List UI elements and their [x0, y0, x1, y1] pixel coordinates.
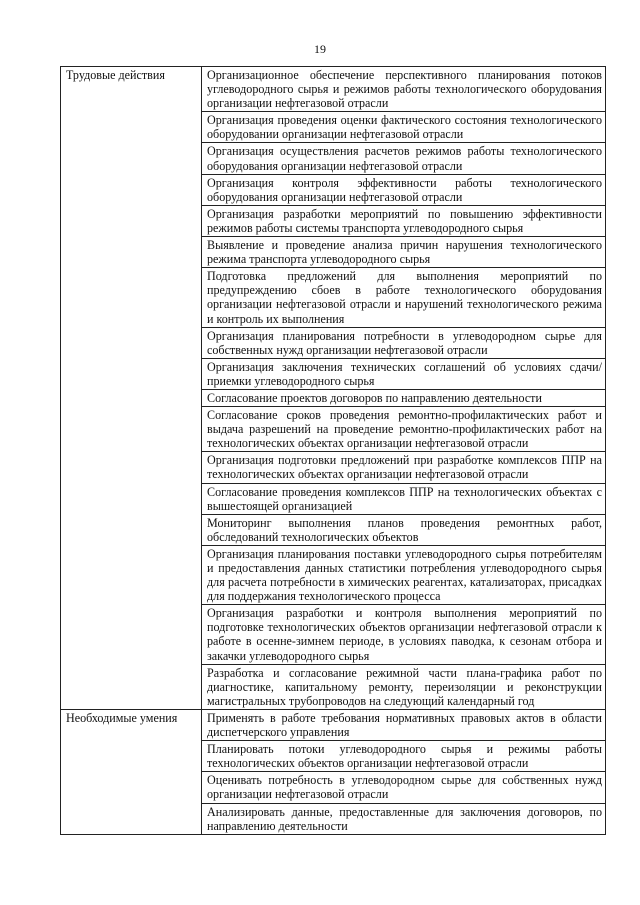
list-item: Мониторинг выполнения планов проведения ремонтных работ, обследований технологических объектов	[202, 514, 606, 545]
list-item: Разработка и согласование режимной части плана-графика работ по диагностике, капитальному ремонту, переизоляции и реконструкции магистральных трубопроводов на следующий календарный год	[202, 664, 606, 709]
table-row	[61, 67, 606, 112]
list-item: Подготовка предложений для выполнения мероприятий по предупреждению сбоев в работе технологического оборудования организации нефтегазовой отрасли и нарушений технологического режима и контроль их выполнения	[202, 268, 606, 327]
list-item: Согласование сроков проведения ремонтно-профилактических работ и выдача разрешений на проведение ремонтно-профилактических работ на технологических объектах организации нефтегазовой отрасли	[202, 407, 606, 452]
list-item: Планировать потоки углеводородного сырья и режимы работы технологических объектов организации нефтегазовой отрасли	[202, 741, 606, 772]
list-item: Согласование проектов договоров по направлению деятельности	[202, 389, 606, 406]
list-item: Организация разработки мероприятий по повышению эффективности режимов работы системы транспорта углеводородного сырья	[202, 205, 606, 236]
list-item: Организация контроля эффективности работы технологического оборудования организации нефтегазовой отрасли	[202, 174, 606, 205]
list-item: Анализировать данные, предоставленные для заключения договоров, по направлению деятельности	[202, 803, 606, 834]
list-item: Применять в работе требования нормативных правовых актов в области диспетчерского управления	[202, 709, 606, 740]
list-item: Организация планирования потребности в углеводородном сырье для собственных нужд организации нефтегазовой отрасли	[202, 327, 606, 358]
list-item: Организация подготовки предложений при разработке комплексов ППР на технологических объектах организации нефтегазовой отрасли	[202, 452, 606, 483]
page-number: 19	[314, 42, 326, 56]
competency-table-body	[61, 67, 606, 835]
section-label: Трудовые действия	[61, 67, 202, 710]
table-row	[61, 709, 606, 740]
list-item: Оценивать потребность в углеводородном сырье для собственных нужд организации нефтегазовой отрасли	[202, 772, 606, 803]
list-item: Организация планирования поставки углеводородного сырья потребителям и предоставления данных статистики потребления углеводородного сырья для расчета потребности в химических реагентах, катализаторах, присадках для поддержания технологического процесса	[202, 545, 606, 604]
competency-table	[60, 66, 606, 835]
list-item: Организация разработки и контроля выполнения мероприятий по подготовке технологических объектов организации нефтегазовой отрасли к работе в осенне-зимнем периоде, в условиях паводка, к сезонам отбора и закачки углеводородного сырья	[202, 605, 606, 664]
list-item: Согласование проведения комплексов ППР на технологических объектах с вышестоящей организацией	[202, 483, 606, 514]
list-item: Выявление и проведение анализа причин нарушения технологического режима транспорта углеводородного сырья	[202, 237, 606, 268]
list-item: Организация проведения оценки фактического состояния технологического оборудовании организации нефтегазовой отрасли	[202, 112, 606, 143]
list-item: Организация заключения технических соглашений об условиях сдачи/приемки углеводородного сырья	[202, 358, 606, 389]
section-label: Необходимые умения	[61, 709, 202, 834]
list-item: Организационное обеспечение перспективного планирования потоков углеводородного сырья и режимов работы технологического оборудования организации нефтегазовой отрасли	[202, 67, 606, 112]
list-item: Организация осуществления расчетов режимов работы технологического оборудования организации нефтегазовой отрасли	[202, 143, 606, 174]
